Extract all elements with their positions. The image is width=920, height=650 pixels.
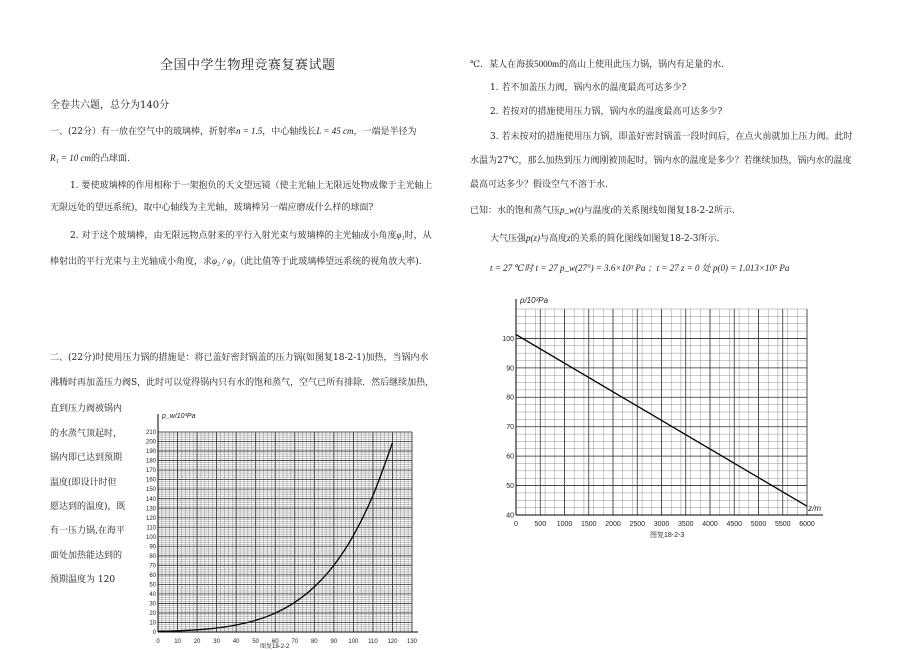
y-tick-label: 50 <box>149 582 156 589</box>
q2-wrap-4: 愿达到的温度)，既 <box>50 502 126 512</box>
y-tick-label: 60 <box>149 572 156 579</box>
q1-line2: R₁ = 10 cm的凸球面. <box>50 153 130 164</box>
y-tick-label: 100 <box>502 335 514 343</box>
y-tick-label: 110 <box>146 525 156 532</box>
page-title: 全国中学生物理竞赛复赛试题 <box>160 58 336 73</box>
x-tick-label: 90 <box>330 639 338 645</box>
y-tick-label: 40 <box>149 592 156 599</box>
figure-caption: 图复18-2-3 <box>650 532 685 539</box>
q2-wrap-7: 预期温度为 120 <box>50 575 116 585</box>
x-tick-label: 6000 <box>799 521 815 528</box>
y-tick-label: 90 <box>506 365 514 373</box>
q2-sub2: 2. 若按对的措施使用压力锅，锅内水的温度最高可达多少? <box>490 107 723 117</box>
q1-line1: 一、(22分）有一放在空气中的玻璃棒，折射率n = 1.5，中心轴线长L = 45 cm，一端是半径为 <box>50 126 417 137</box>
x-tick-label: 20 <box>193 639 201 645</box>
q2-known-line1: 已知：水的饱和蒸气压p_w(t)与温度t的关系图线如图复18-2-2所示. <box>470 205 735 216</box>
y-tick-label: 40 <box>506 512 514 520</box>
q2-wrap-6: 面处加热能达到的 <box>50 551 123 561</box>
q2-sub3-line3: 最高可达多少？假设空气不溶于水. <box>470 180 608 190</box>
x-tick-label: 0 <box>156 639 160 645</box>
x-tick-label: 5500 <box>774 521 791 528</box>
y-tick-label: 200 <box>145 439 156 446</box>
x-tick-label: 40 <box>232 639 240 645</box>
y-axis-label: p_w/10³Pa <box>162 413 196 420</box>
x-tick-label: 120 <box>387 639 398 645</box>
q1-part1-line2: 无限远处的望远系统)，取中心轴线为主光轴，玻璃棒另一端应磨成什么样的球面? <box>50 203 374 213</box>
y-tick-label: 190 <box>145 449 156 456</box>
x-tick-label: 10 <box>174 639 181 645</box>
figure-caption: 图复18-2-2 <box>260 644 290 650</box>
q2-equation-line: t = 27 ℃时 t = 27 p_w(27°) = 3.6×10³ Pa ；t = 27 z = 0 处 p(0) = 1.013×10⁵ Pa <box>490 263 790 273</box>
y-tick-label: 80 <box>149 553 156 560</box>
y-tick-label: 160 <box>145 477 156 484</box>
x-axis-label: z/m <box>808 504 821 513</box>
chart-atmospheric-pressure <box>498 293 834 548</box>
x-tick-label: 3500 <box>677 521 694 528</box>
y-tick-label: 170 <box>145 468 156 475</box>
x-tick-label: 4500 <box>726 521 743 528</box>
exam-intro: 全卷共六题，总分为140分 <box>50 100 170 111</box>
y-tick-label: 80 <box>506 394 514 402</box>
q2-line1: 二、(22分)时使用压力锅的措施是：将已盖好密封锅盖的压力锅(如图复18-2-1)加热，当锅内水 <box>50 353 429 363</box>
q2-wrap-0: 直到压力阀被锅内 <box>50 404 123 414</box>
y-tick-label: 90 <box>149 544 156 551</box>
y-tick-label: 130 <box>145 506 156 513</box>
x-tick-label: 110 <box>368 639 378 645</box>
y-tick-label: 210 <box>145 430 156 437</box>
y-tick-label: 50 <box>506 483 514 491</box>
y-tick-label: 0 <box>152 630 156 637</box>
y-tick-label: 10 <box>149 620 156 627</box>
chart-vapor-pressure <box>140 408 430 650</box>
x-tick-label: 80 <box>310 639 318 645</box>
q1-part1-line1: 1. 要使玻璃棒的作用相称于一架抱负的天文望远镜（使主光轴上无限远处物成像于主光轴上 <box>70 181 433 191</box>
x-tick-label: 0 <box>514 521 518 528</box>
q2-right-line1: ℃．某人在海拔5000m的高山上使用此压力锅，锅内有足量的水. <box>470 59 724 70</box>
q2-wrap-5: 有一压力锅,在海平 <box>50 526 125 536</box>
q1-R1: R₁ = 10 cm <box>50 153 91 163</box>
q1-part2-line2: 棒射出的平行光束与主光轴成小角度，求φ₂ / φ₁（此比值等于此玻璃棒望远系统的视角放大率). <box>50 256 422 267</box>
q1-part2-line1: 2. 对于这个玻璃棒，由无限远物点射来的平行入射光束与玻璃棒的主光轴成小角度φ₁时，从 <box>70 230 432 241</box>
x-tick-label: 30 <box>213 639 220 645</box>
x-tick-label: 3000 <box>653 521 670 528</box>
q1-L: L = 45 cm <box>316 126 354 136</box>
y-tick-label: 180 <box>145 458 156 465</box>
q2-wrap-2: 锅内即已达到预期 <box>50 453 123 463</box>
y-tick-label: 30 <box>149 601 156 608</box>
q2-sub3-line1: 3. 若未按对的措施使用压力锅，即盖好密封锅盖一段时间后，在点火前就加上压力阀。此时 <box>490 132 853 142</box>
y-tick-label: 140 <box>145 496 156 503</box>
q2-known-line2: 大气压强p(z)与高度z的关系的简化图线如图复18-2-3所示. <box>490 233 720 244</box>
y-tick-label: 70 <box>506 424 514 432</box>
x-tick-label: 1500 <box>580 521 597 528</box>
q2-line2: 沸腾时再加盖压力阀S，此时可以觉得锅内只有水的饱和蒸气，空气已所有排除．然后继续加热， <box>50 378 435 388</box>
x-tick-label: 5000 <box>750 521 767 528</box>
x-tick-label: 2500 <box>629 521 646 528</box>
x-tick-label: 1000 <box>556 521 573 528</box>
x-tick-label: 130 <box>406 639 418 645</box>
x-tick-label: 2000 <box>605 521 621 528</box>
x-tick-label: 70 <box>291 639 299 645</box>
x-tick-label: 500 <box>534 521 547 528</box>
q2-sub3-line2: 水温为27℃，那么加热到压力阀刚被顶起时，锅内水的温度是多少？若继续加热，锅内水的温度 <box>470 156 852 166</box>
x-tick-label: 4000 <box>702 521 718 528</box>
y-tick-label: 70 <box>149 563 156 570</box>
y-tick-label: 60 <box>506 453 514 461</box>
y-axis-label: p/10³Pa <box>520 296 549 305</box>
x-tick-label: 100 <box>348 639 359 645</box>
q2-sub1: 1. 若不加盖压力阀，锅内水的温度最高可达多少? <box>490 83 687 93</box>
x-tick-label: 50 <box>252 639 260 645</box>
x-tick-label: 60 <box>271 639 279 645</box>
q2-wrap-1: 的水蒸气顶起时， <box>50 429 123 439</box>
y-tick-label: 120 <box>145 515 156 522</box>
q1-n: n = 1.5 <box>235 126 263 136</box>
y-tick-label: 150 <box>145 487 156 494</box>
y-tick-label: 20 <box>149 611 156 618</box>
y-tick-label: 100 <box>145 534 156 541</box>
q2-wrap-3: 温度(即设计时但 <box>50 478 117 488</box>
